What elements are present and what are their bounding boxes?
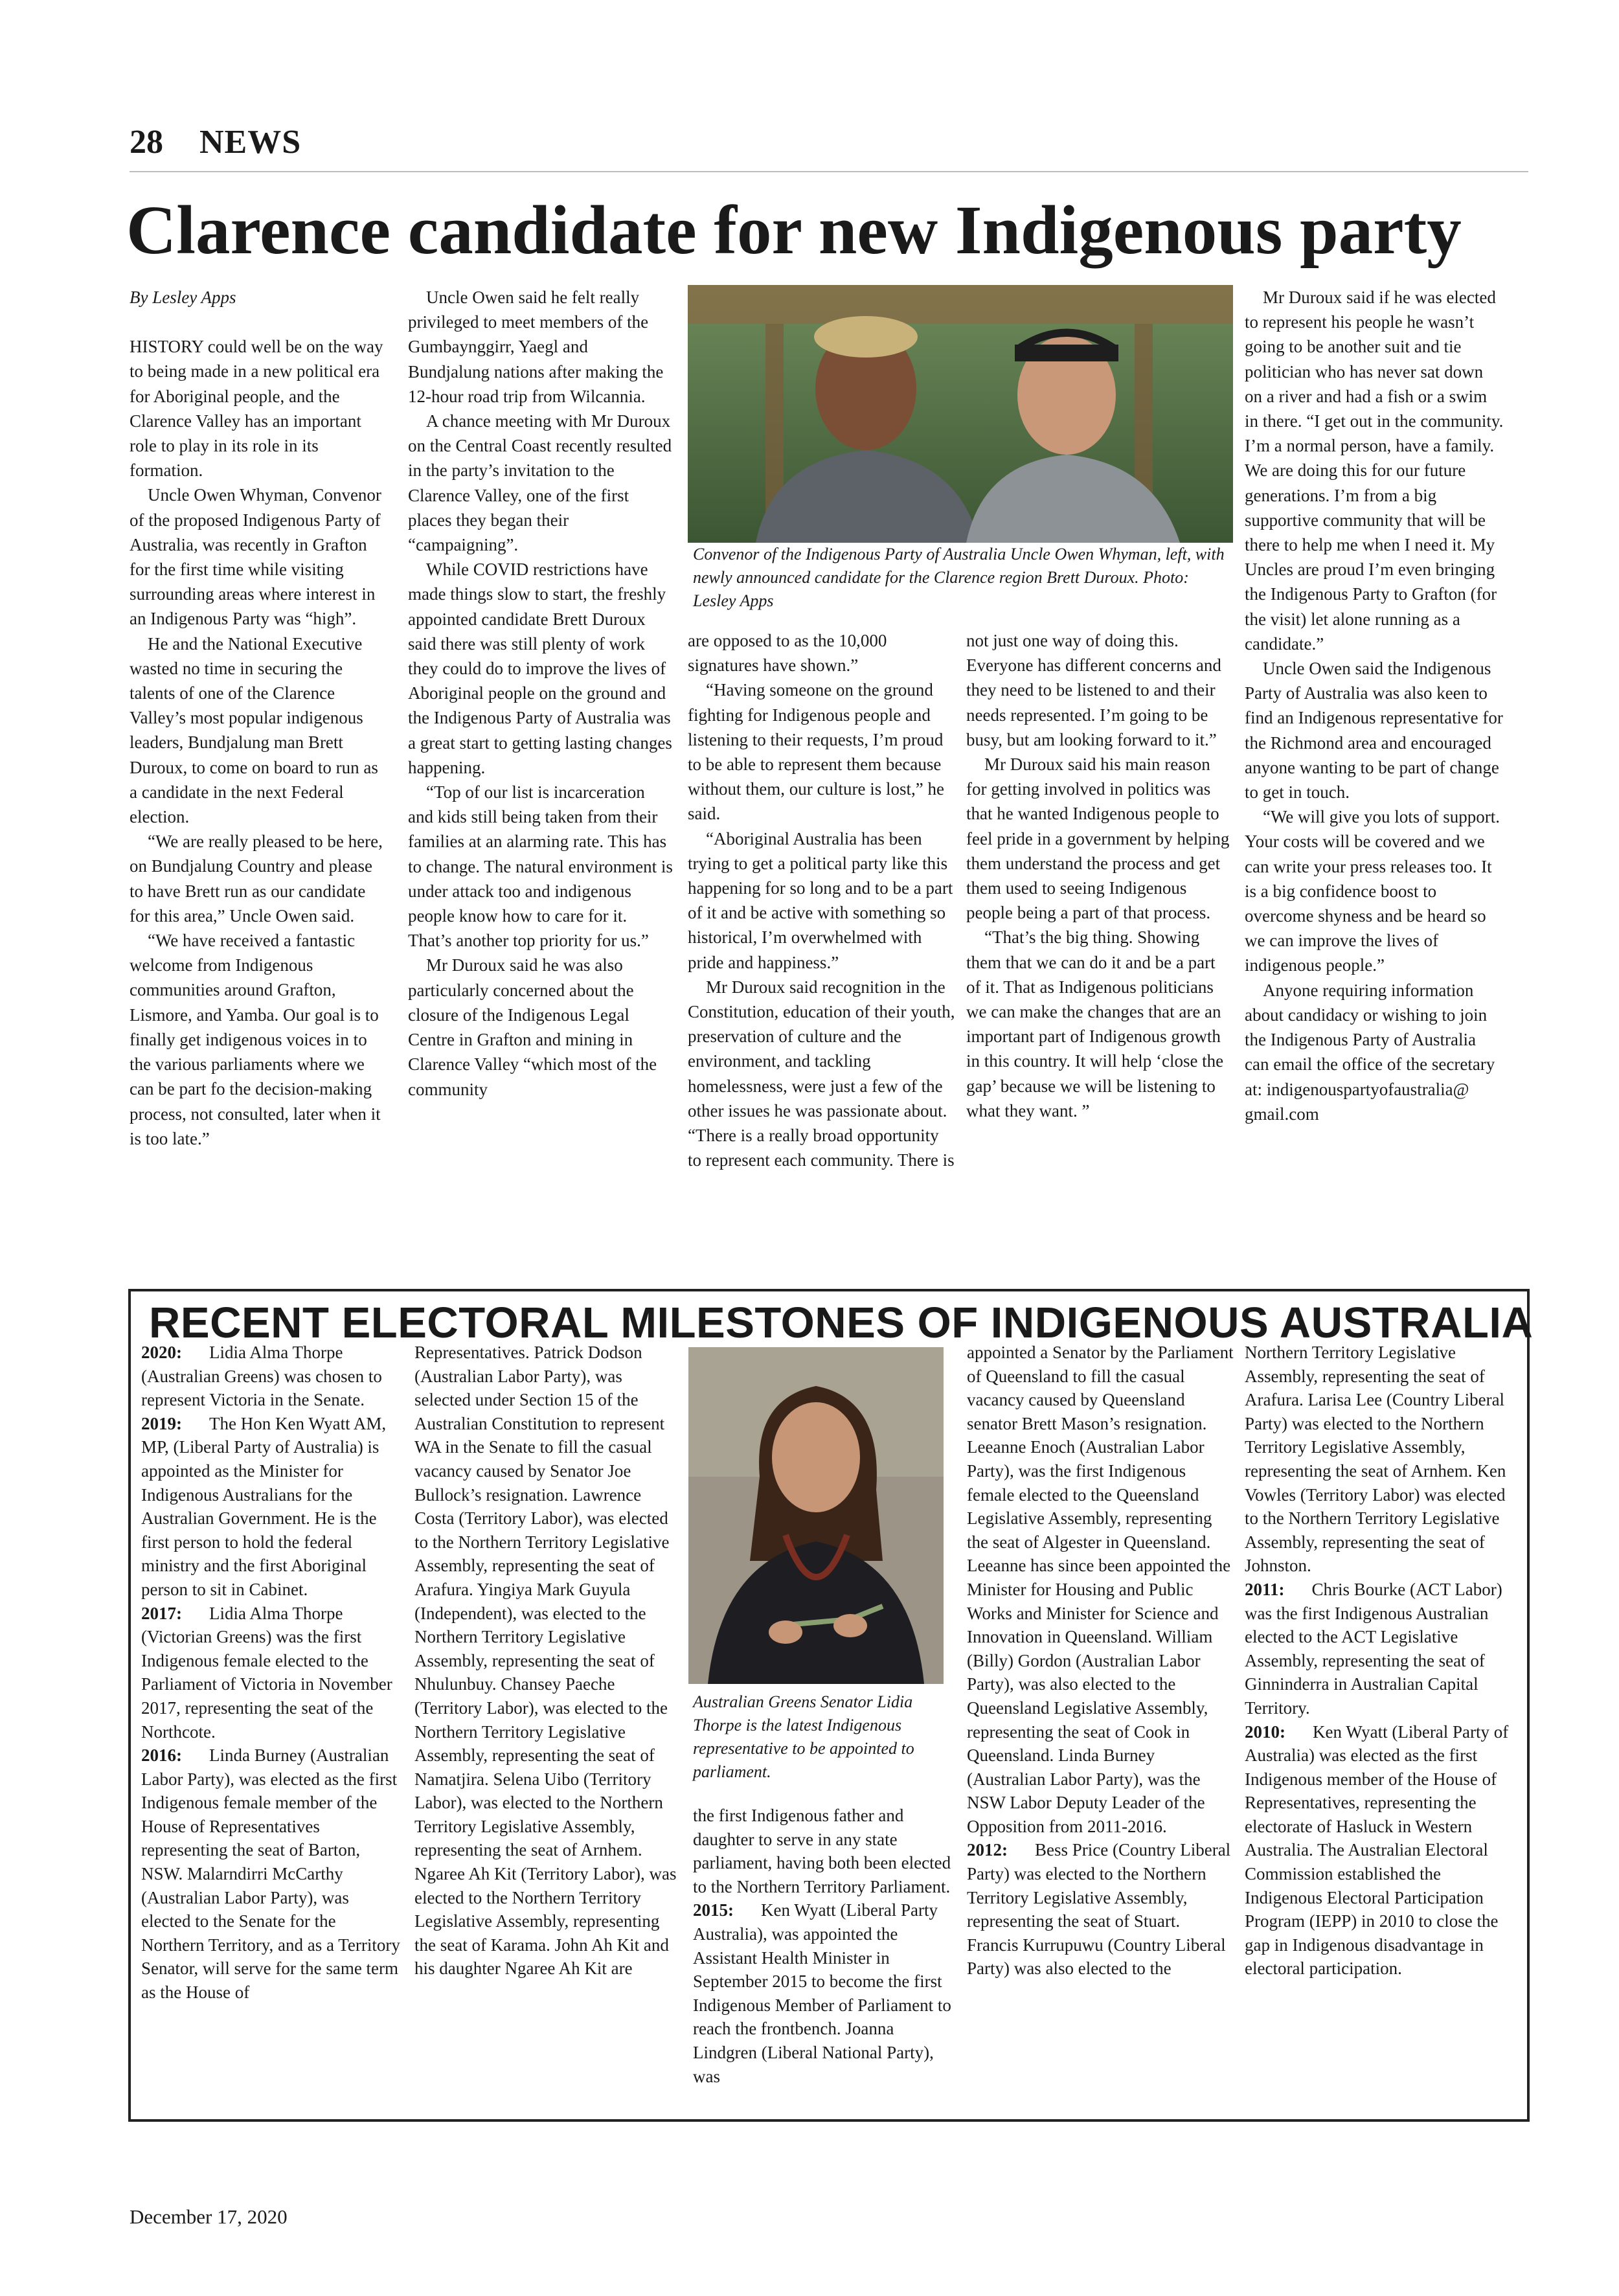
section-label: NEWS [199, 124, 302, 161]
milestone-text: Ken Wyatt (Liberal Party Australia), was appointed the Assistant Health Minister in September 2015 to become the first Indigenous Member of Parliament to reach the frontbench. Joanna Lindgren (Liberal National Party), was [693, 1900, 951, 2086]
article-paragraph: Mr Duroux said recognition in the Constitution, education of their youth, preservation of culture and the environment, and tackling homelessness, were just a few of the other issues he was passionate about. “There is a really broad opportunity to represent each community. There is [688, 977, 955, 1170]
article-paragraph: Uncle Owen Whyman, Convenor of the proposed Indigenous Party of Australia, was recently in Grafton for the first time while visiting surrounding areas where interest in an Indigenous Party was “high”. [130, 485, 381, 629]
article-paragraph: While COVID restrictions have made things slow to start, the freshly appointed candidate Brett Duroux said there was still plenty of work they could do to improve the lives of Aboriginal people on the ground and the Indigenous Party of Australia was a great start to getting lasting changes happening. [408, 560, 672, 777]
milestones-title: RECENT ELECTORAL MILESTONES OF INDIGENOUS AUSTRALIA [149, 1299, 1534, 1347]
milestone-year: 2017: [141, 1603, 182, 1623]
milestone-year: 2015: [693, 1900, 734, 1920]
article-column-1 [130, 285, 389, 1151]
milestones-column-2 [414, 1341, 679, 1981]
article-paragraph: “We will give you lots of support. Your costs will be covered and we can write your press releases too. It is a big confidence boost to overcome shyness and be heard so we can improve the lives of indigenous people.” [1245, 807, 1500, 975]
article-paragraph: Mr Duroux said he was also particularly concerned about the closure of the Indigenous Legal Centre in Grafton and mining in Clarence Valley “which most of the community [408, 955, 657, 1099]
senator-photo [688, 1347, 944, 1684]
milestones-column-5 [1245, 1341, 1517, 1981]
milestone-text: Representatives. Patrick Dodson (Australian Labor Party), was selected under Section 15 of the Australian Constitution to represent WA in the Senate to fill the casual vacancy caused by Senator Joe Bullock’s resignation. Lawrence Costa (Territory Labor), was elected to the Northern Territory Legislative Assembly, representing the seat of Arafura. Yingiya Mark Guyula (Independent), was elected to the Northern Territory Legislative Assembly, representing the seat of Nhulunbuy. Chansey Paeche (Territory Labor), was elected to the Northern Territory Legislative Assembly, representing the seat of Namatjira. Selena Uibo (Territory Labor), was elected to the Northern Territory Legislative Assembly, representing the seat of Arnhem. Ngaree Ah Kit (Territory Labor), was elected to the Northern Territory Legislative Assembly, representing the seat of Karama. John Ah Kit and his daughter Ngaree Ah Kit are [414, 1343, 677, 1979]
article-paragraph: “Aboriginal Australia has been trying to get a political party like this happening for so long and to be a part of it and be active with something so historical, I’m overwhelmed with pride and happiness.” [688, 828, 953, 972]
milestone-year: 2012: [967, 1840, 1008, 1860]
milestone-text: the first Indigenous father and daughter to serve in any state parliament, having both been elected to the Northern Territory Parliament. [693, 1806, 951, 1896]
milestones-column-3 [693, 1804, 952, 2088]
milestone-entry [1245, 1578, 1517, 1720]
milestone-year: 2016: [141, 1745, 182, 1766]
article-column-5 [1245, 285, 1504, 1126]
senator-photo-image [688, 1347, 944, 1684]
milestone-text: The Hon Ken Wyatt AM, MP, (Liberal Party of Australia) is appointed as the Minister for Indigenous Australians for the Australian Government. He is the first person to hold the federal ministry and the first Aboriginal person to sit in Cabinet. [141, 1413, 387, 1599]
photo-caption: Convenor of the Indigenous Party of Australia Uncle Owen Whyman, left, with newly announced candidate for the Clarence region Brett Duroux. Photo: Lesley Apps [693, 545, 1225, 610]
milestone-year: 2010: [1245, 1722, 1285, 1742]
senator-photo-caption: Australian Greens Senator Lidia Thorpe is the latest Indigenous representative to be appointed to parliament. [693, 1692, 914, 1781]
milestones-column-1 [141, 1341, 400, 2005]
milestone-entry [141, 1744, 400, 2005]
milestone-entry [967, 1838, 1234, 1981]
article-column-3 [688, 628, 957, 1172]
headline: Clarence candidate for new Indigenous party [126, 192, 1462, 269]
article-paragraph: Mr Duroux said his main reason for getting involved in politics was that he wanted Indigenous people to feel pride in a government by helping them understand the process and get them used to seeing Indigenous people being a part of that process. [966, 755, 1230, 923]
milestone-text: appointed a Senator by the Parliament of Queensland to fill the casual vacancy caused by Queensland senator Brett Mason’s resignation. Leeanne Enoch (Australian Labor Party), was the first Indigenous female elected to the Queensland Legislative Assembly, representing the seat of Algester in Queensland. Leeanne has since been appointed the Minister for Housing and Public Works and Minister for Science and Innovation in Queensland. William (Billy) Gordon (Australian Labor Party), was also elected to the Queensland Legislative Assembly, representing the seat of Cook in Queensland. Linda Burney (Australian Labor Party), was the NSW Labor Deputy Leader of the Opposition from 2011-2016. [967, 1343, 1234, 1836]
article-paragraph: Uncle Owen said he felt really privileged to meet members of the Gumbaynggirr, Yaegl and Bundjalung nations after making the 12-hour road trip from Wilcannia. [408, 288, 664, 406]
article-paragraph: A chance meeting with Mr Duroux on the Central Coast recently resulted in the party’s invitation to the Clarence Valley, one of the first places they began their “campaigning”. [408, 411, 672, 555]
article-paragraph: “Having someone on the ground fighting for Indigenous people and listening to their requests, I’m proud to be able to represent them because without them, our culture is lost,” he said. [688, 680, 944, 824]
milestone-entry [141, 1602, 400, 1744]
milestone-text: Chris Bourke (ACT Labor) was the first Indigenous Australian elected to the ACT Legislative Assembly, representing the seat of Ginninderra in Australian Capital Territory. [1245, 1579, 1502, 1718]
milestone-entry [693, 1898, 952, 2088]
article-paragraph: “That’s the big thing. Showing them that we can do it and be a part of it. That as Indigenous politicians we can make the changes that are an important part of Indigenous growth in this country. It will help ‘close the gap’ because we will be listening to what they want. ” [966, 927, 1224, 1120]
milestone-text: Bess Price (Country Liberal Party) was elected to the Northern Territory Legislative Assembly, representing the seat of Stuart. Francis Kurrupuwu (Country Liberal Party) was also elected to the [967, 1840, 1231, 1979]
page-header [130, 117, 1528, 172]
article-paragraph: “We are really pleased to be here, on Bundjalung Country and please to have Brett run as our candidate for this area,” Uncle Owen said. [130, 832, 383, 926]
milestone-year: 2019: [141, 1413, 182, 1433]
article-paragraph: HISTORY could well be on the way to being made in a new political era for Aboriginal people, and the Clarence Valley has an important role to play in its role in its formation. [130, 337, 383, 481]
article-paragraph: Anyone requiring information about candidacy or wishing to join the Indigenous Party of Australia can email the office of the secretary at: indigenouspartyofaustralia@ gmail.com [1245, 980, 1495, 1124]
article-paragraph: are opposed to as the 10,000 signatures have shown.” [688, 631, 887, 676]
footer-date: December 17, 2020 [130, 2205, 288, 2228]
article-column-2 [408, 285, 674, 1102]
milestone-text: Lidia Alma Thorpe (Australian Greens) was chosen to represent Victoria in the Senate. [141, 1343, 382, 1410]
candidates-photo-image [688, 285, 1233, 543]
milestone-entry [141, 1341, 400, 1412]
article-paragraph: “We have received a fantastic welcome from Indigenous communities around Grafton, Lismore, and Yamba. Our goal is to finally get indigenous voices in to the various parliaments where we can be part fo the decision-making process, not consulted, later when it is too late.” [130, 931, 381, 1148]
candidates-photo [688, 285, 1233, 543]
article-paragraph: “Top of our list is incarceration and kids still being taken from their families at an alarming rate. This has to change. The natural environment is under attack too and indigenous people know how to care for it. That’s another top priority for us.” [408, 782, 673, 951]
article-paragraph: Uncle Owen said the Indigenous Party of Australia was also keen to find an Indigenous representative for the Richmond area and encouraged anyone wanting to be part of change to get in touch. [1245, 659, 1503, 802]
milestone-text: Lidia Alma Thorpe (Victorian Greens) was the first Indigenous female elected to the Parliament of Victoria in November 2017, representing the seat of the Northcote. [141, 1603, 392, 1742]
milestone-entry [141, 1412, 400, 1602]
article-paragraph: Mr Duroux said if he was elected to represent his people he wasn’t going to be another suit and tie politician who has never sat down on a river and had a fish or a swim in there. “I get out in the community. I’m a normal person, have a family. We are doing this for our future generations. I’m from a big supportive community that will be there to help me when I need it. My Uncles are proud I’m even bringing the Indigenous Party to Grafton (for the visit) let alone running as a candidate.” [1245, 288, 1504, 654]
milestone-entry [1245, 1720, 1517, 1981]
milestone-text: Northern Territory Legislative Assembly, representing the seat of Arafura. Larisa Lee (Country Liberal Party) was elected to the Northern Territory Legislative Assembly, representing the seat of Arnhem. Ken Vowles (Territory Labor) was elected to the Northern Territory Legislative Assembly, representing the seat of Johnston. [1245, 1343, 1506, 1576]
milestone-year: 2020: [141, 1343, 182, 1362]
article-paragraph: He and the National Executive wasted no time in securing the talents of one of the Clarence Valley’s most popular indigenous leaders, Bundjalung man Brett Duroux, to come on board to run as a candidate in the next Federal election. [130, 633, 378, 827]
page-number: 28 [130, 124, 163, 161]
article-column-4 [966, 628, 1232, 1123]
milestone-text: Ken Wyatt (Liberal Party of Australia) was elected as the first Indigenous member of the House of Representatives, representing the electorate of Hasluck in Western Australia. The Australian Electoral Commission established the Indigenous Electoral Participation Program (IEPP) in 2010 to close the gap in Indigenous disadvantage in electoral participation. [1245, 1722, 1509, 1979]
article-paragraph: not just one way of doing this. Everyone has different concerns and they need to be listened to and their needs represented. I’m going to be busy, but am looking forward to it.” [966, 631, 1221, 749]
milestones-column-4 [967, 1341, 1234, 1981]
milestone-text: Linda Burney (Australian Labor Party), was elected as the first Indigenous female member of the House of Representatives representing the seat of Barton, NSW. Malarndirri McCarthy (Australian Labor Party), was elected to the Senate for the Northern Territory, and as a Territory Senator, will serve for the same term as the House of [141, 1745, 400, 2003]
byline: By Lesley Apps [130, 288, 236, 307]
milestone-year: 2011: [1245, 1579, 1285, 1599]
